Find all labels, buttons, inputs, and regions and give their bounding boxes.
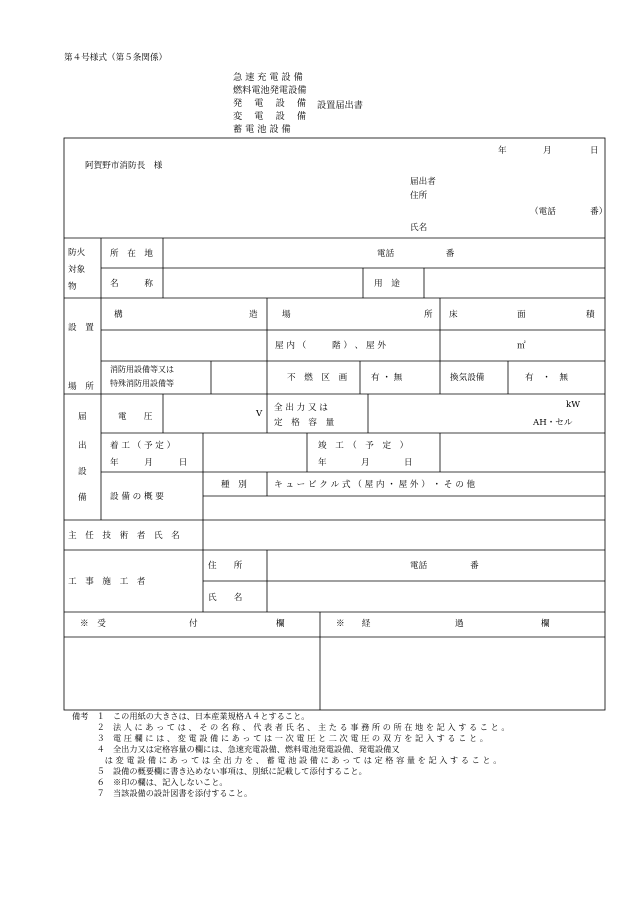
kw-unit: kW	[566, 400, 581, 410]
contractor-label: 工 事 施 工 者	[68, 577, 146, 587]
note-line: ６ ※印の欄は、記入しないこと。	[72, 777, 228, 787]
progress-column-a: 過	[455, 619, 464, 629]
ventilation-presence: 有 ・ 無	[525, 373, 568, 383]
floor-area-label-b: 面	[517, 310, 526, 320]
progress-column-mark: ※ 経	[336, 619, 371, 629]
title-line: 発 電 設 備	[233, 98, 307, 109]
finish-label: 竣 工 （ 予 定 ）	[318, 441, 409, 451]
location-label: 所 在 地	[110, 249, 153, 259]
title-line: 蓄 電 池 設 備	[233, 124, 291, 135]
notifier-label: 届出者	[410, 177, 436, 187]
type-label: 種 別	[221, 480, 247, 490]
floor-area-label-c: 積	[586, 310, 595, 320]
fireproof-zone-label: 不 燃 区 画	[287, 373, 348, 383]
note-line: ３ 電 圧 欄 に は 、 変 電 設 備 に あ っ て は 一 次 電 圧 と 二 次 電 圧 の 双 方 を 記 入 す る こ と 。	[72, 733, 488, 743]
notes-list	[72, 711, 510, 799]
contractor-address-label: 住 所	[208, 561, 243, 571]
site-label-bottom: 場 所	[68, 382, 94, 392]
overview-label: 設 備 の 概 要	[110, 492, 164, 502]
object-label-3: 物	[68, 282, 77, 292]
equipment-label-1: 届	[78, 412, 87, 422]
contractor-name-label: 氏 名	[208, 593, 243, 603]
date-day-label: 日	[590, 146, 599, 156]
place-label-a: 場	[282, 310, 291, 320]
date-year-label: 年	[498, 146, 507, 156]
form-number: 第４号様式（第５条関係）	[64, 53, 168, 63]
volt-unit: V	[256, 409, 263, 419]
title-line: 燃料電池発電設備	[233, 85, 307, 96]
indoor-outdoor-text: 屋 内 （ 階 ） 、 屋 外	[275, 341, 386, 351]
object-label-2: 対象	[68, 265, 86, 275]
name-label: 氏名	[410, 223, 428, 233]
ventilation-label: 換気設備	[450, 373, 485, 383]
output-label-1: 全 出 力 又 は	[274, 403, 328, 413]
progress-column-b: 欄	[541, 619, 550, 629]
start-date-label: 年 月 日	[110, 458, 188, 468]
address-label: 住所	[410, 191, 428, 201]
start-label: 着 工 （ 予 定 ）	[110, 441, 176, 451]
receipt-column-b: 欄	[276, 619, 285, 629]
equipment-label-3: 設	[78, 467, 87, 477]
type-value: キ ュ ー ビ ク ル 式 （ 屋 内 ・ 屋 外 ） ・ そ の 他	[274, 480, 476, 490]
note-line: は 変 電 設 備 に あ っ て は 全 出 力 を 、 蓄 電 池 設 備 に あ っ て は 定 格 容 量 を 記 入 す る こ と 。	[72, 755, 502, 765]
phone-label: （電話 番）	[530, 207, 608, 217]
note-line: ７ 当該設備の設計図書を添付すること。	[72, 788, 253, 798]
receipt-column-mark: ※ 受	[80, 619, 106, 629]
fire-equipment-label-1: 消防用設備等又は	[110, 365, 174, 374]
note-line: ４ 全出力又は定格容量の欄には、急速充電設備、燃料電池発電設備、発電設備又	[72, 744, 400, 754]
contractor-phone-label: 電話 番	[410, 561, 479, 571]
ah-cell-unit: AH・セル	[533, 418, 573, 428]
structure-label-b: 造	[249, 310, 258, 320]
form-title-suffix: 設置届出書	[317, 100, 363, 111]
fire-equipment-label-2: 特殊消防用設備等	[110, 379, 174, 388]
object-label-1: 防火	[68, 248, 86, 258]
finish-date-label: 年 月 日	[318, 458, 413, 468]
floor-area-label-a: 床	[449, 310, 458, 320]
note-line: ２ 法 人 に あ っ て は 、 そ の 名 称 、 代 表 者 氏 名 、 主 た る 事 務 所 の 所 在 地 を 記 入 す る こ と 。	[72, 722, 510, 732]
receipt-column-a: 付	[189, 619, 198, 629]
equipment-label-2: 出	[78, 441, 87, 451]
date-month-label: 月	[543, 146, 552, 156]
note-line: ５ 設備の概要欄に書き込めない事項は、別紙に記載して添付すること。	[72, 766, 367, 776]
site-label-top: 設 置	[68, 323, 94, 333]
object-phone-label: 電話 番	[377, 249, 455, 259]
title-line: 変 電 設 備	[233, 111, 307, 122]
title-line: 急 速 充 電 設 備	[233, 72, 303, 83]
note-line: 備考 １ この用紙の大きさは、日本産業規格Ａ４とすること。	[72, 711, 310, 721]
fireproof-zone-presence: 有 ・ 無	[371, 373, 403, 383]
engineer-label: 主 任 技 術 者 氏 名	[68, 531, 180, 541]
voltage-label: 電 圧	[118, 412, 153, 422]
equipment-label-4: 備	[78, 493, 87, 503]
structure-label-a: 構	[114, 310, 123, 320]
place-label-b: 所	[424, 310, 433, 320]
use-label: 用 途	[374, 279, 400, 289]
output-label-2: 定 格 容 量	[274, 418, 335, 428]
addressee: 阿賀野市消防長 様	[85, 161, 163, 171]
object-name-label: 名 称	[110, 279, 153, 289]
sqm-unit: ㎡	[517, 341, 526, 351]
